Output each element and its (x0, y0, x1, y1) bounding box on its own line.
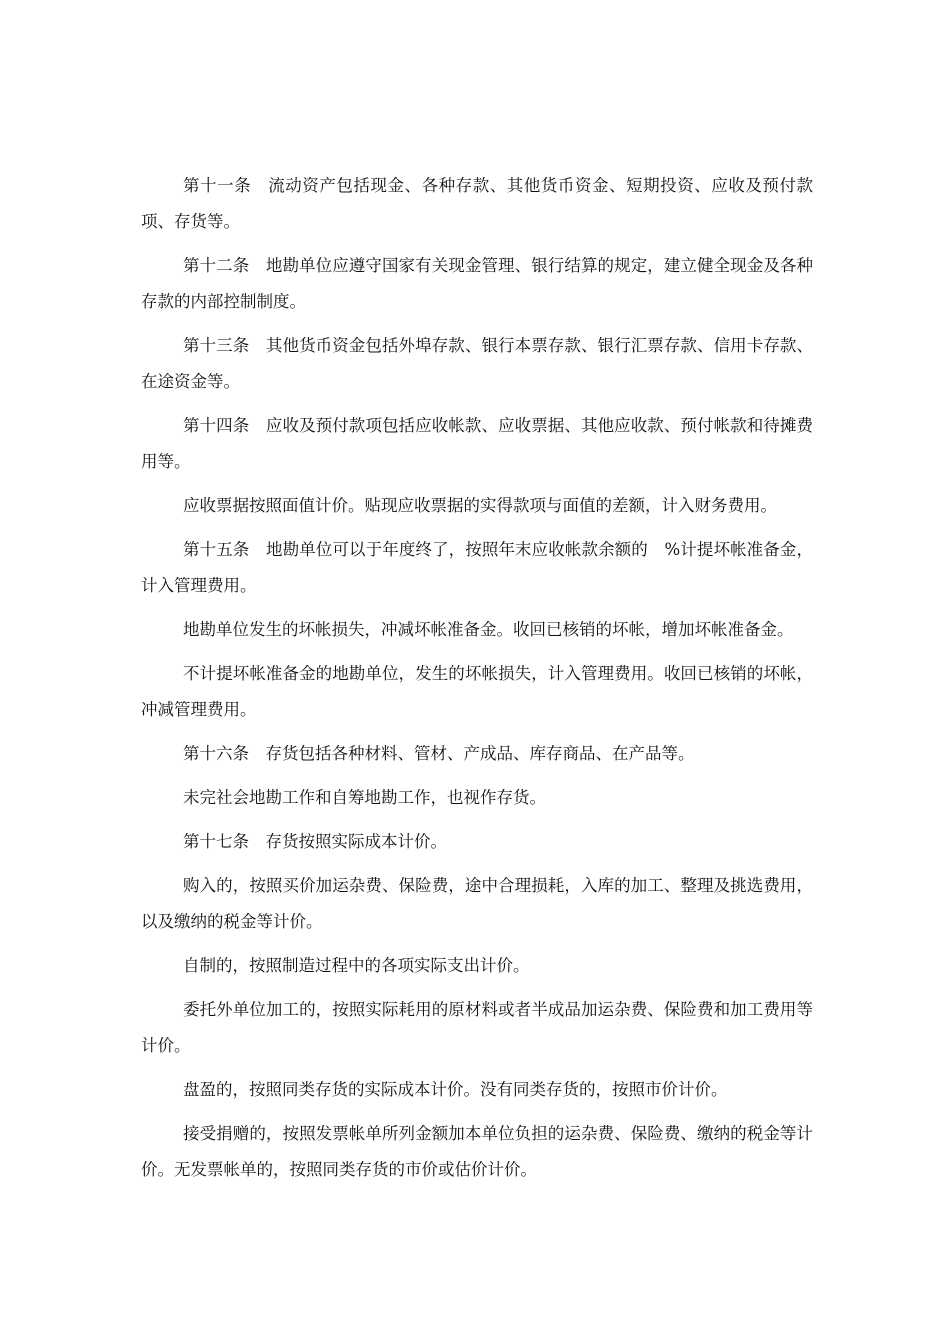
paragraph-article-15: 第十五条 地勘单位可以于年度终了，按照年末应收帐款余额的 %计提坏帐准备金，计入管理费用。 (141, 540, 813, 595)
paragraph-surplus: 盘盈的，按照同类存货的实际成本计价。没有同类存货的，按照市价计价。 (183, 1080, 728, 1099)
paragraph-self-made: 自制的，按照制造过程中的各项实际支出计价。 (183, 956, 530, 975)
paragraph-article-11: 第十一条 流动资产包括现金、各种存款、其他货币资金、短期投资、应收及预付款项、存货等。 (141, 176, 813, 231)
paragraph-article-13: 第十三条 其他货币资金包括外埠存款、银行本票存款、银行汇票存款、信用卡存款、在途资金等。 (141, 336, 813, 391)
paragraph-purchased: 购入的，按照买价加运杂费、保险费，途中合理损耗，入库的加工、整理及挑选费用，以及缴纳的税金等计价。 (141, 876, 813, 931)
paragraph-article-16: 第十六条 存货包括各种材料、管材、产成品、库存商品、在产品等。 (183, 744, 695, 763)
paragraph-donated: 接受捐赠的，按照发票帐单所列金额加本单位负担的运杂费、保险费、缴纳的税金等计价。无发票帐单的，按照同类存货的市价或估价计价。 (141, 1124, 813, 1179)
paragraph-article-12: 第十二条 地勘单位应遵守国家有关现金管理、银行结算的规定，建立健全现金及各种存款的内部控制制度。 (141, 256, 813, 311)
paragraph-article-14: 第十四条 应收及预付款项包括应收帐款、应收票据、其他应收款、预付帐款和待摊费用等。 (141, 416, 813, 471)
document-body (141, 168, 813, 1196)
paragraph-unfinished-work: 未完社会地勘工作和自筹地勘工作，也视作存货。 (183, 788, 546, 807)
paragraph-no-provision: 不计提坏帐准备金的地勘单位，发生的坏帐损失，计入管理费用。收回已核销的坏帐，冲减管理费用。 (141, 664, 813, 719)
paragraph-notes-receivable: 应收票据按照面值计价。贴现应收票据的实得款项与面值的差额，计入财务费用。 (183, 496, 777, 515)
paragraph-bad-debt-loss: 地勘单位发生的坏帐损失，冲减坏帐准备金。收回已核销的坏帐，增加坏帐准备金。 (183, 620, 794, 639)
paragraph-outsourced: 委托外单位加工的，按照实际耗用的原材料或者半成品加运杂费、保险费和加工费用等计价。 (141, 1000, 813, 1055)
paragraph-article-17: 第十七条 存货按照实际成本计价。 (183, 832, 447, 851)
